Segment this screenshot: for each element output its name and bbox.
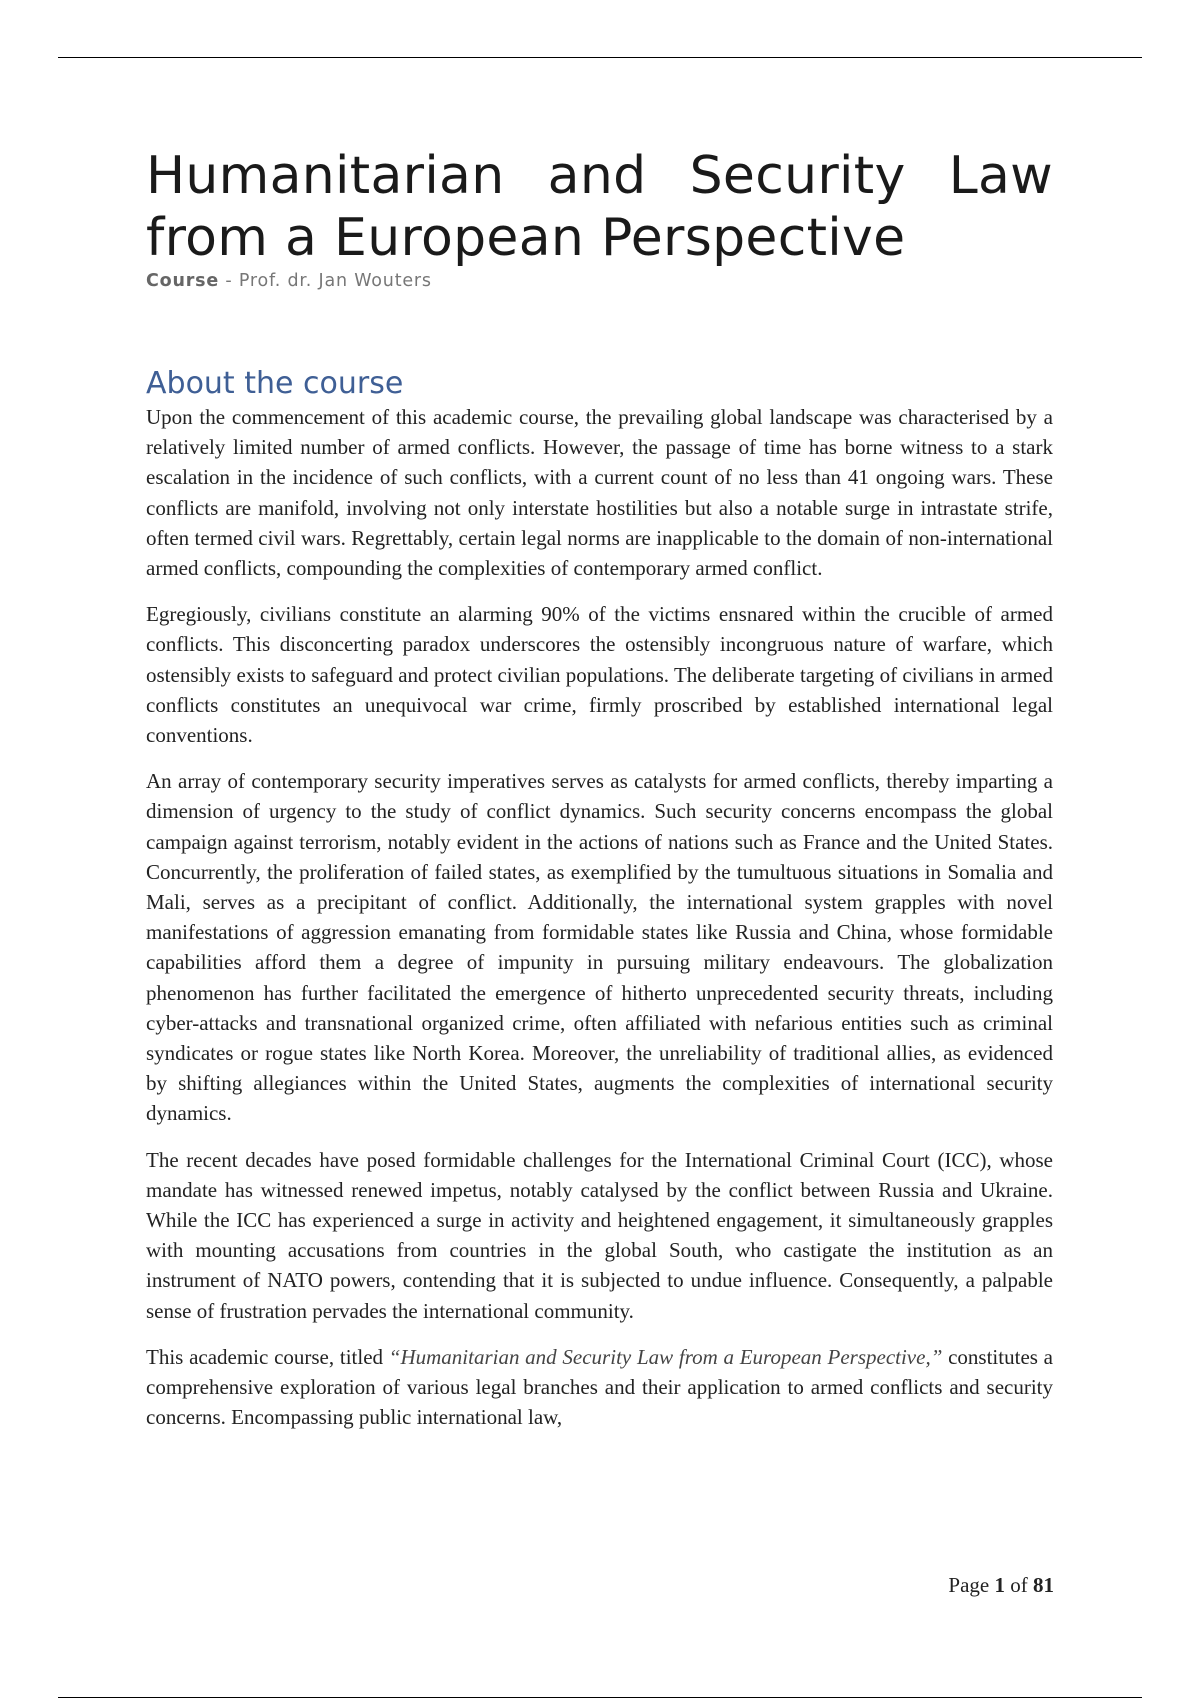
section-heading: About the course bbox=[146, 366, 404, 401]
current-page: 1 bbox=[994, 1573, 1005, 1597]
subtitle-separator: - bbox=[219, 271, 239, 291]
document-title: Humanitarian and Security Law from a European Perspective bbox=[146, 146, 1053, 268]
of-label: of bbox=[1010, 1573, 1028, 1597]
page-label: Page bbox=[948, 1573, 990, 1597]
subtitle-author: Prof. dr. Jan Wouters bbox=[238, 271, 432, 291]
paragraph-text: constitutes a comprehensive exploration of various legal branches and their application to armed conflicts and security concerns. Encompassing public international law, bbox=[146, 1344, 1053, 1430]
page-content bbox=[146, 145, 1053, 1449]
footer-rule bbox=[58, 1697, 1142, 1698]
course-title-quote: “Humanitarian and Security Law from a European Perspective,” bbox=[388, 1344, 943, 1369]
document-subtitle bbox=[146, 271, 1053, 291]
paragraph: The recent decades have posed formidable challenges for the International Criminal Court (ICC), whose mandate has witnessed renewed impetus, notably catalysed by the conflict between Russia and Ukraine. While the ICC has experienced a surge in activity and heightened engagement, it simultaneously grapples with mounting accusations from countries in the global South, who castigate the institution as an instrument of NATO powers, contending that it is subjected to undue influence. Consequently, a palpable sense of frustration pervades the international community. bbox=[146, 1147, 1053, 1323]
total-pages: 81 bbox=[1033, 1573, 1054, 1597]
page-number bbox=[948, 1573, 1054, 1598]
section-body bbox=[146, 402, 1053, 1433]
paragraph: An array of contemporary security imperatives serves as catalysts for armed conflicts, thereby imparting a dimension of urgency to the study of conflict dynamics. Such security concerns encompass the global campaign against terrorism, notably evident in the actions of nations such as France and the United States. Concurrently, the proliferation of failed states, as exemplified by the tumultuous situations in Somalia and Mali, serves as a precipitant of conflict. Additionally, the international system grapples with novel manifestations of aggression emanating from formidable states like Russia and China, whose formidable capabilities afford them a degree of impunity in pursuing military endeavours. The globalization phenomenon has further facilitated the emergence of hitherto unprecedented security threats, including cyber-attacks and transnational organized crime, often affiliated with nefarious entities such as criminal syndicates or rogue states like North Korea. Moreover, the unreliability of traditional allies, as evidenced by shifting allegiances within the United States, augments the complexities of international security dynamics. bbox=[146, 769, 1053, 1126]
subtitle-label: Course bbox=[146, 271, 220, 291]
paragraph: Upon the commencement of this academic course, the prevailing global landscape was characterised by a relatively limited number of armed conflicts. However, the passage of time has borne witness to a stark escalation in the incidence of such conflicts, with a current count of no less than 41 ongoing wars. These conflicts are manifold, involving not only interstate hostilities but also a notable surge in intrastate strife, often termed civil wars. Regrettably, certain legal norms are inapplicable to the domain of non-international armed conflicts, compounding the complexities of contemporary armed conflict. bbox=[146, 405, 1053, 581]
paragraph: Egregiously, civilians constitute an alarming 90% of the victims ensnared within the crucible of armed conflicts. This disconcerting paradox underscores the ostensibly incongruous nature of warfare, which ostensibly exists to safeguard and protect civilian populations. The deliberate targeting of civilians in armed conflicts constitutes an unequivocal war crime, firmly proscribed by established international legal conventions. bbox=[146, 602, 1053, 748]
paragraph bbox=[146, 1342, 1053, 1433]
header-rule bbox=[58, 57, 1142, 58]
paragraph-text: This academic course, titled bbox=[146, 1344, 389, 1369]
